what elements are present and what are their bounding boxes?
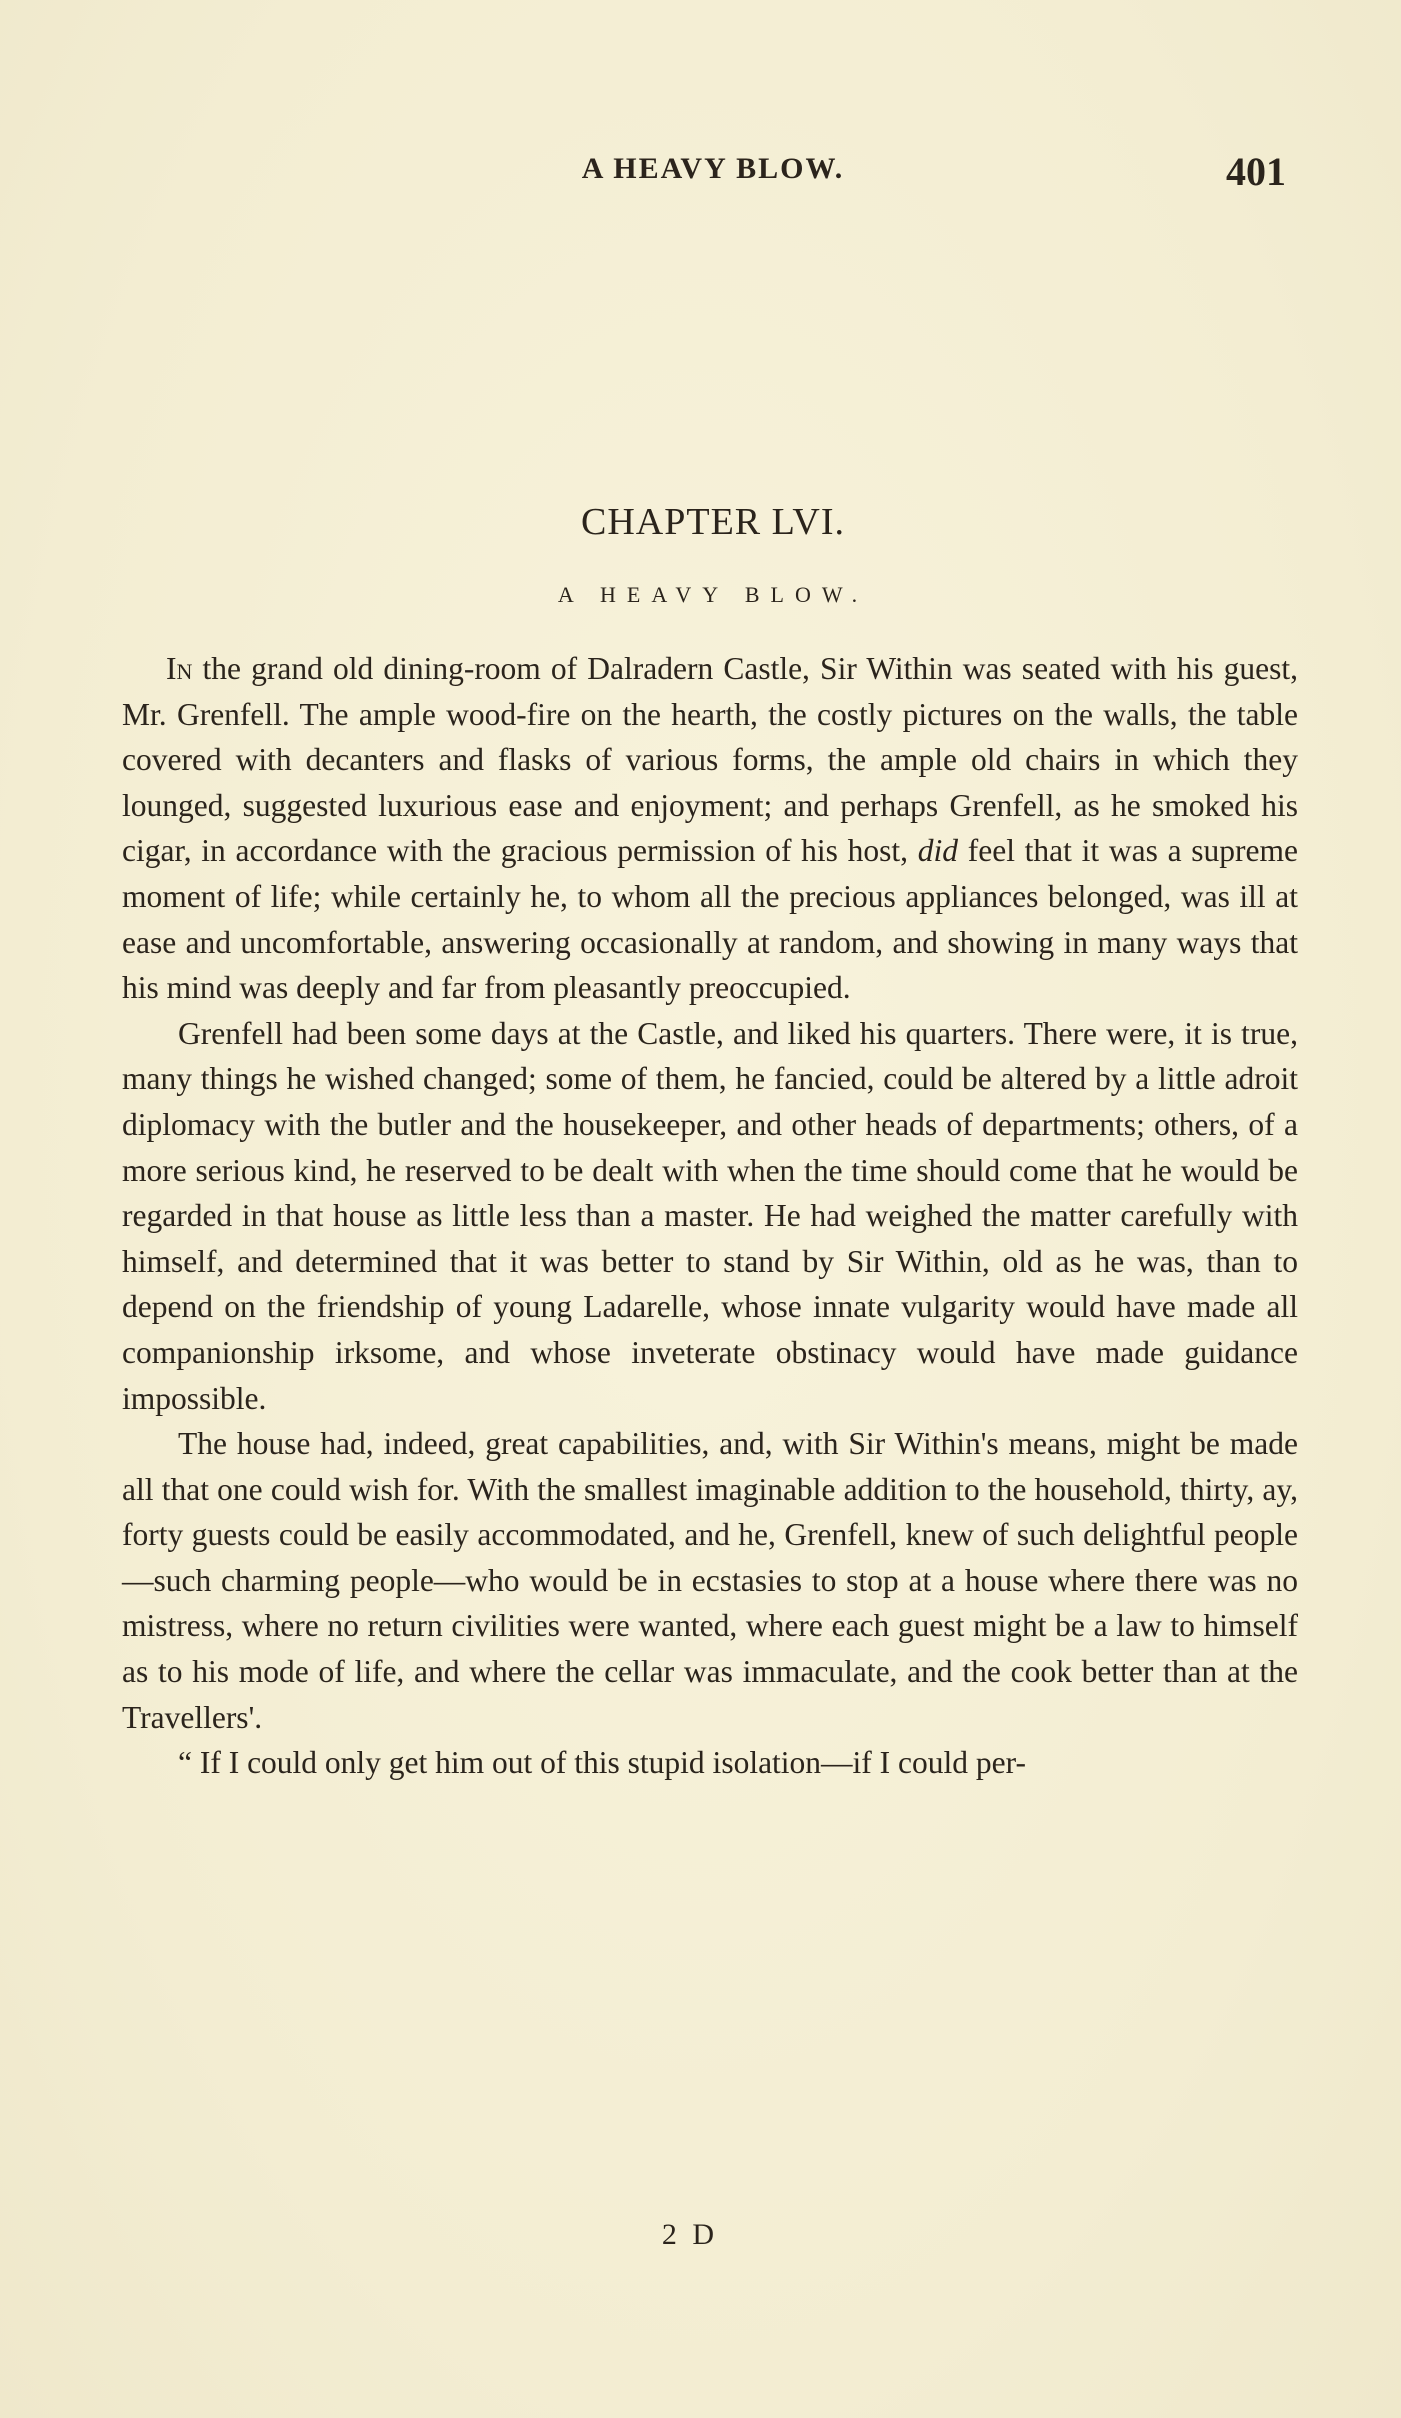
- paragraph-1-text-a: the grand old dining-room of Dalradern Castle, Sir Within was seated with his guest, Mr. Grenfell. The ample wood-fire on the hearth, the costly pictures on the walls, the table covered with decanters and flasks of various forms, the ample old chairs in which they lounged, suggested luxurious ease and enjoyment; and perhaps Grenfell, as he smoked his cigar, in accordance with the gracious permission of his host,: [122, 651, 1298, 869]
- paragraph-4: “ If I could only get him out of this stupid isolation—if I could per-: [178, 1745, 1026, 1781]
- running-header: [140, 148, 1286, 198]
- paragraph-1-lead-word: In: [166, 651, 193, 686]
- paragraph-1-text-b: feel that it was a supreme moment of life; while certainly he, to whom all the precious appliances belonged, was ill at ease and uncomfortable, answering occasionally at random, and showing in many ways that his mind was deeply and far from pleasantly preoccupied.: [122, 833, 1298, 1006]
- signature-mark: 2 D: [661, 2218, 719, 2251]
- chapter-subtitle: A HEAVY BLOW.: [557, 582, 869, 607]
- paragraph-3: The house had, indeed, great capabilities, and, with Sir Within's means, might be made all that one could wish for. With the smallest imaginable addition to the household, thirty, ay, forty guests could be easily accommodated, and he, Grenfell, knew of such delightful people —such charming people—who would be in ecstasies to stop at a house where there was no mistress, where no return civilities were wanted, where each guest might be a law to himself as to his mode of life, and where the cellar was immaculate, and the cook better than at the Travellers'.: [122, 1426, 1298, 1735]
- paragraph-2: Grenfell had been some days at the Castle, and liked his quarters. There were, it is true, many things he wished changed; some of them, he fancied, could be altered by a little adroit diplomacy with the butler and the housekeeper, and other heads of departments; others, of a more serious kind, he reserved to be dealt with when the time should come that he would be regarded in that house as little less than a master. He had weighed the matter carefully with himself, and determined that it was better to stand by Sir Within, old as he was, than to depend on the friendship of young Ladarelle, whose innate vulgarity would have made all companionship irksome, and whose inveterate obstinacy would have made guidance impossible.: [122, 1015, 1298, 1416]
- running-title: A HEAVY BLOW.: [581, 152, 845, 185]
- chapter-body: [122, 646, 1298, 1786]
- page-number: 401: [1226, 149, 1286, 194]
- paragraph-1: [122, 646, 1298, 1011]
- emphasis-did: did: [917, 833, 959, 869]
- chapter-title: CHAPTER LVI.: [581, 501, 845, 543]
